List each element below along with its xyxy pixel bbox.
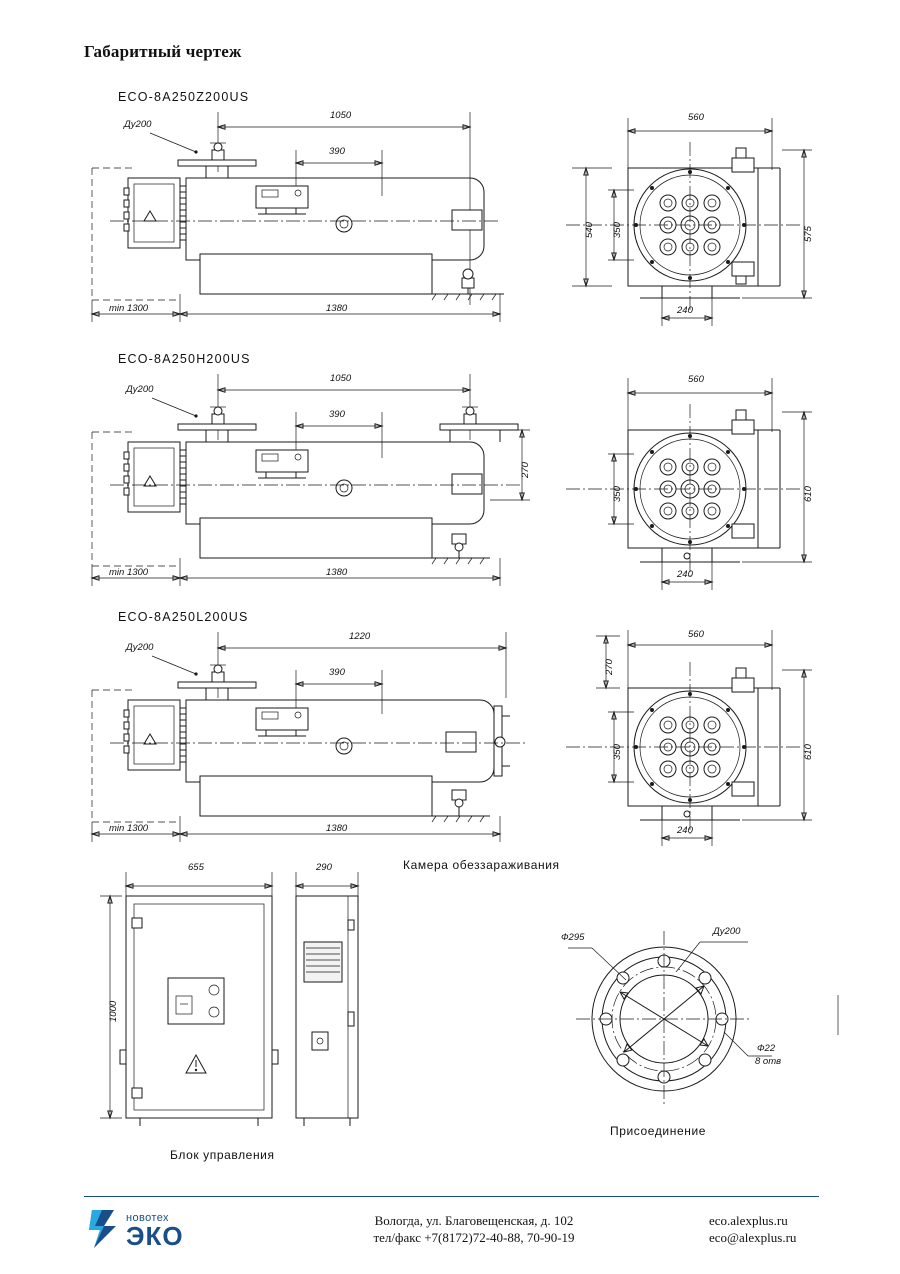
dim-flange-hole-count: 8 отв — [755, 1056, 782, 1067]
dim-cabinet-width: 655 — [188, 862, 204, 873]
dim-view2-end-base: 240 — [677, 569, 693, 580]
footer-contacts — [709, 1212, 900, 1246]
view3-side-elevation — [92, 632, 525, 842]
dim-view3-top-overall: 1220 — [349, 631, 371, 642]
dim-view1-top-overall: 1050 — [330, 110, 352, 121]
dim-view1-end-base: 240 — [677, 305, 693, 316]
view2-end-view — [566, 378, 812, 590]
caption-chamber: Камера обеззараживания — [403, 858, 560, 872]
dim-view1-end-h-right: 575 — [803, 226, 814, 242]
dim-view2-end-h-inner: 350 — [612, 486, 623, 502]
dim-view1-min: min 1300 — [109, 303, 149, 314]
dim-view2-top-overall: 1050 — [330, 373, 352, 384]
dim-view2-right-height: 270 — [520, 462, 531, 478]
view1-side-elevation — [92, 112, 504, 322]
page-footer — [84, 1204, 824, 1264]
dim-view2-min: min 1300 — [109, 567, 149, 578]
label-view3-du200: Ду200 — [126, 642, 154, 653]
model-label-view1: ECO-8A250Z200US — [118, 90, 250, 104]
dim-view1-end-h-outer: 540 — [584, 222, 595, 238]
view3-end-view — [566, 630, 812, 846]
view2-side-elevation — [92, 374, 530, 586]
footer-address-line2: тел/факс +7(8172)72-40-88, 70-90-19 — [373, 1230, 575, 1245]
dim-view3-top-inner: 390 — [329, 667, 345, 678]
dim-view3-end-h-right: 610 — [803, 744, 814, 760]
dim-cabinet-depth: 290 — [316, 862, 332, 873]
dim-view3-main: 1380 — [326, 823, 348, 834]
dim-view1-end-width: 560 — [688, 112, 704, 123]
dim-view3-end-h-top: 270 — [604, 659, 615, 675]
lightning-logo-icon — [84, 1208, 124, 1250]
control-cabinet-views — [100, 872, 358, 1126]
footer-divider — [84, 1196, 819, 1197]
dim-view2-top-inner: 390 — [329, 409, 345, 420]
logo — [84, 1208, 264, 1256]
logo-title: ЭКО — [126, 1221, 184, 1251]
caption-control-block: Блок управления — [170, 1148, 275, 1162]
dim-flange-nominal: Ду200 — [713, 926, 741, 937]
dim-view2-end-width: 560 — [688, 374, 704, 385]
dim-view3-end-width: 560 — [688, 629, 704, 640]
view1-end-view — [566, 118, 812, 326]
dim-view1-top-inner: 390 — [329, 146, 345, 157]
footer-site[interactable]: eco.alexplus.ru — [709, 1213, 788, 1228]
dim-view3-end-h-inner: 350 — [612, 744, 623, 760]
dim-view2-end-h-right: 610 — [803, 486, 814, 502]
label-view1-du200: Ду200 — [124, 119, 152, 130]
flange-connection-view — [568, 931, 838, 1107]
footer-address-line1: Вологда, ул. Благовещенская, д. 102 — [374, 1213, 574, 1228]
dim-view3-end-base: 240 — [677, 825, 693, 836]
dim-view1-main: 1380 — [326, 303, 348, 314]
dim-flange-bolt-circle: Ф295 — [561, 932, 585, 943]
footer-email[interactable]: eco@alexplus.ru — [709, 1230, 797, 1245]
label-view2-du200: Ду200 — [126, 384, 154, 395]
logo-subtitle: новотех — [126, 1212, 169, 1224]
dim-view2-main: 1380 — [326, 567, 348, 578]
dim-cabinet-height: 1000 — [108, 1000, 119, 1022]
footer-address — [324, 1212, 624, 1246]
caption-connection: Присоединение — [610, 1124, 707, 1138]
model-label-view3: ECO-8A250L200US — [118, 610, 249, 624]
dim-view3-min: min 1300 — [109, 823, 149, 834]
dim-flange-hole-dia: Ф22 — [757, 1043, 776, 1054]
model-label-view2: ECO-8A250H200US — [118, 352, 251, 366]
page-title: Габаритный чертеж — [84, 42, 242, 61]
dim-view1-end-h-inner: 350 — [612, 222, 623, 238]
